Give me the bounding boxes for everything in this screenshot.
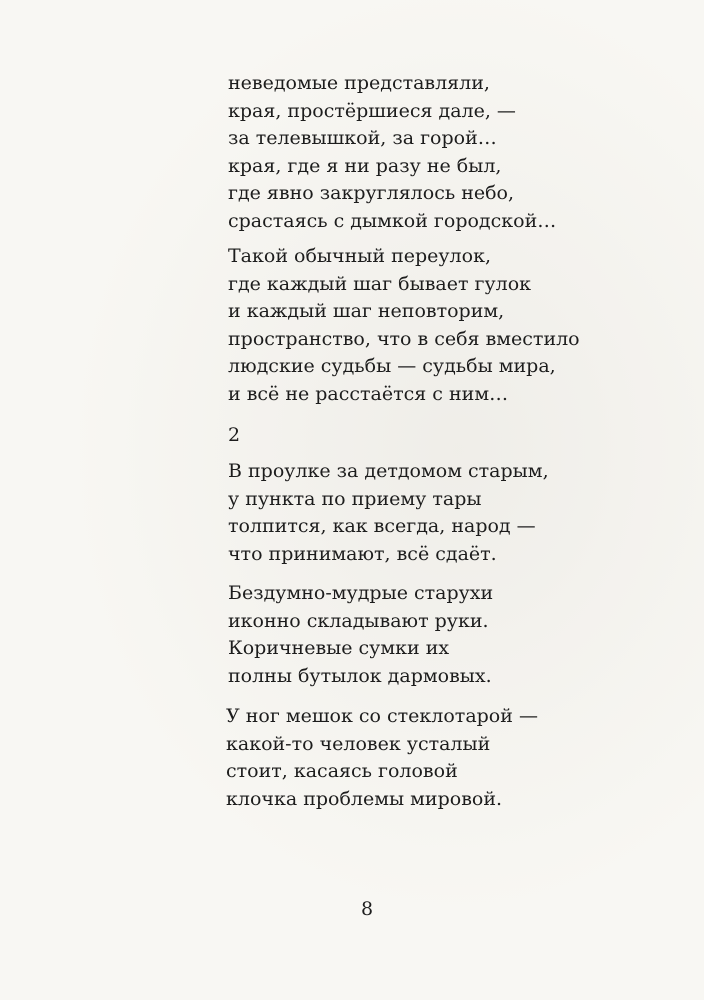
poem-line: где каждый шаг бывает гулок (228, 272, 532, 295)
poem-stanza-2 (228, 243, 580, 408)
poem-line: у пункта по приему тары (228, 487, 482, 510)
poem-line: что принимают, всё сдаёт. (228, 542, 497, 565)
page-number: 8 (360, 898, 374, 920)
poem-stanza-5 (226, 703, 538, 813)
poem-line: неведомые представляли, (228, 72, 490, 94)
poem-line: срастаясь с дымкой городской… (228, 209, 557, 232)
poem-line: Такой обычный переулок, (228, 245, 491, 267)
poem-line: за телевышкой, за горой… (228, 127, 497, 149)
poem-stanza-3 (228, 458, 549, 568)
poem-line: и всё не расстаётся с ним… (228, 382, 509, 405)
poem-line: клочка проблемы мировой. (226, 787, 503, 810)
poem-line: где явно закруглялось небо, (228, 182, 515, 204)
poem-line: Коричневые сумки их (228, 637, 450, 659)
poem-line: толпится, как всегда, народ — (228, 515, 536, 537)
poem-stanza-1 (228, 70, 556, 235)
section-number: 2 (228, 424, 241, 446)
poem-line: пространство, что в себя вместило (228, 327, 580, 350)
poem-line: Бездумно-мудрые старухи (228, 582, 494, 604)
poem-line: и каждый шаг неповторим, (228, 300, 505, 322)
poem-line: людские судьбы — судьбы мира, (228, 355, 556, 377)
poem-stanza-4 (228, 580, 493, 690)
poem-line: полны бутылок дармовых. (228, 664, 492, 687)
poem-line: В проулке за детдомом старым, (228, 460, 549, 482)
poem-line: какой-то человек усталый (226, 732, 491, 755)
poem-line: иконно складывают руки. (228, 609, 489, 632)
poem-line: края, где я ни разу не был, (228, 154, 502, 177)
poem-line: У ног мешок со стеклотарой — (226, 705, 538, 727)
poem-line: края, простёршиеся дале, — (228, 99, 516, 122)
poem-line: стоит, касаясь головой (226, 760, 458, 782)
